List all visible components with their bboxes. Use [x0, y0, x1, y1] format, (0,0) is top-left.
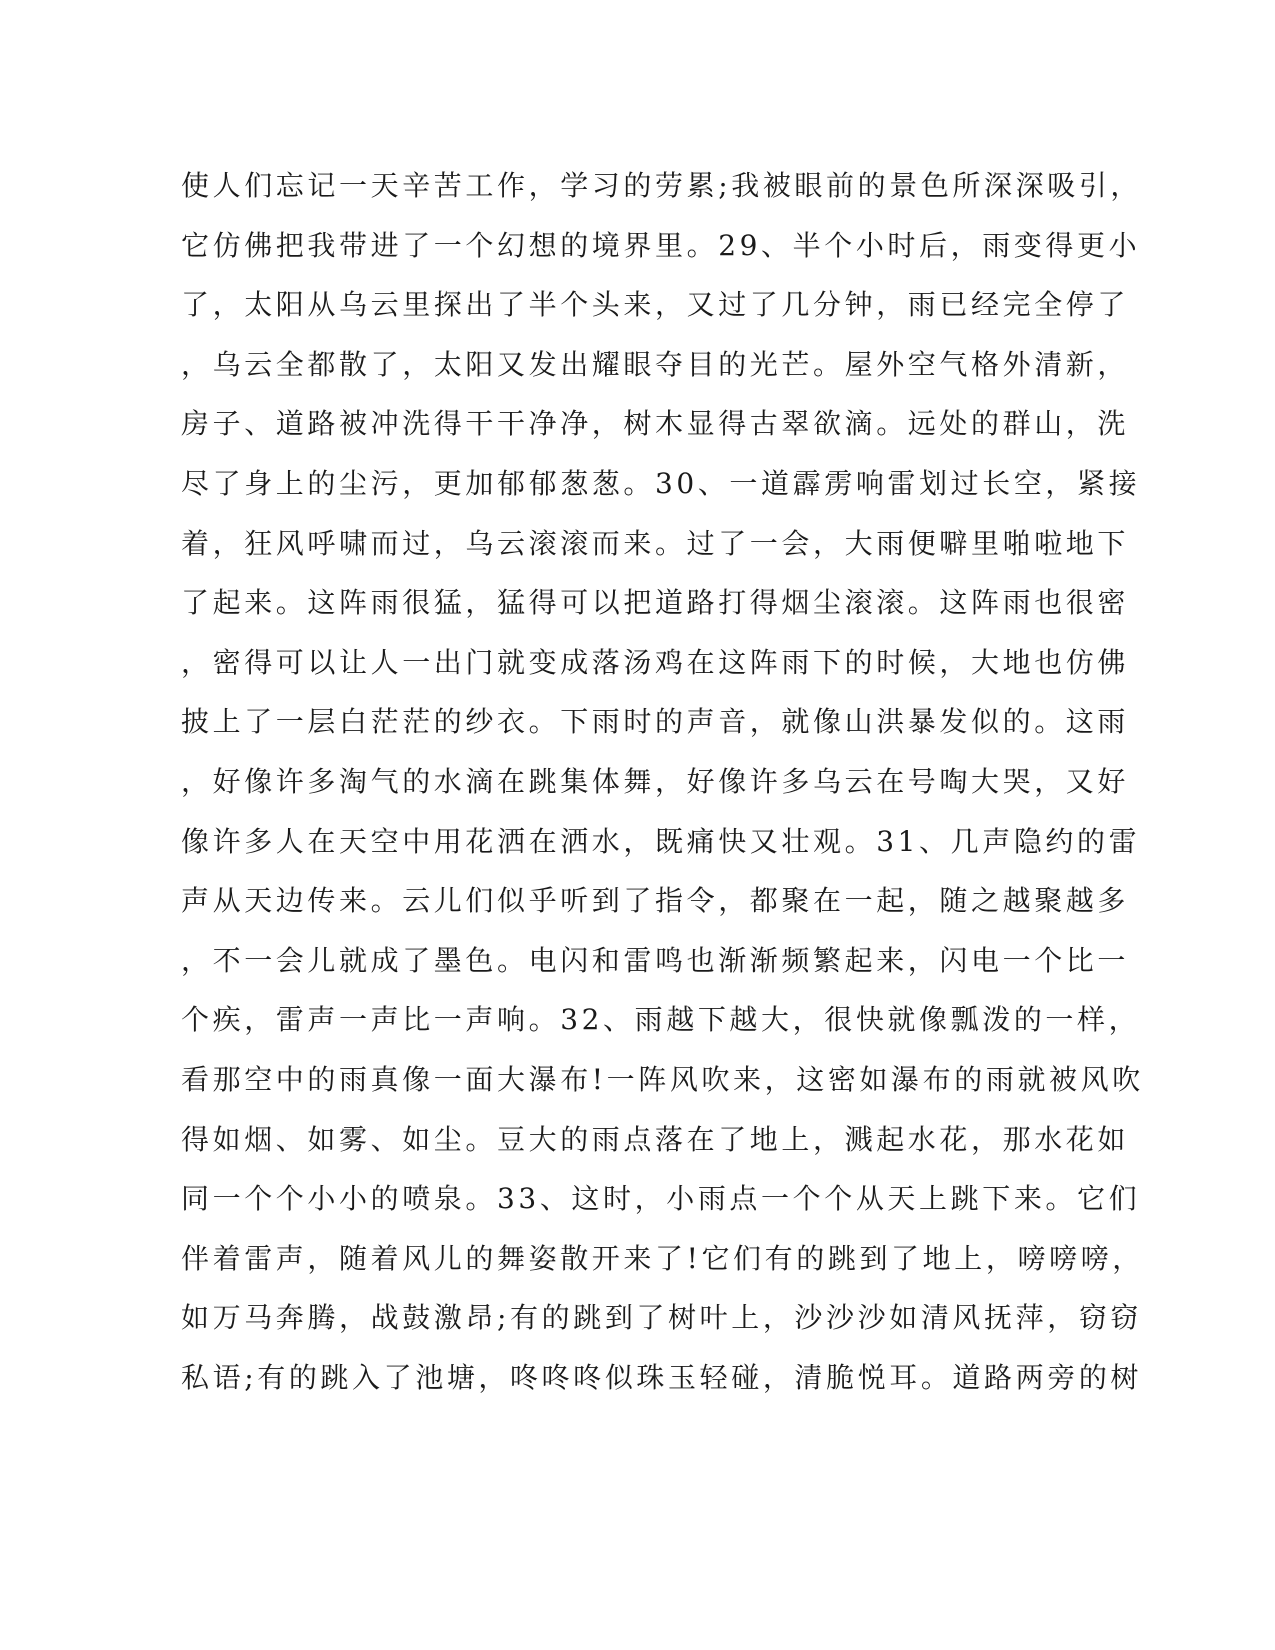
body-text — [181, 156, 1144, 1407]
text-line: 使人们忘记一天辛苦工作，学习的劳累;我被眼前的景色所深深吸引， — [181, 169, 1143, 202]
text-line: ，乌云全都散了，太阳又发出耀眼夺目的光芒。屋外空气格外清新， — [181, 347, 1130, 381]
text-line: 房子、道路被冲洗得干干净净，树木显得古翠欲滴。远处的群山，洗 — [181, 407, 1130, 441]
text-line: 伴着雷声，随着风儿的舞姿散开来了!它们有的跳到了地上，嗙嗙嗙， — [181, 1241, 1144, 1275]
text-line: ，不一会儿就成了墨色。电闪和雷鸣也渐渐频繁起来，闪电一个比一 — [181, 943, 1130, 977]
text-line: 如万马奔腾，战鼓激昂;有的跳到了树叶上，沙沙沙如清风抚萍，窃窃 — [181, 1301, 1143, 1335]
text-line: 着，狂风呼啸而过，乌云滚滚而来。过了一会，大雨便噼里啪啦地下 — [181, 526, 1130, 560]
text-line: 了起来。这阵雨很猛，猛得可以把道路打得烟尘滚滚。这阵雨也很密 — [181, 586, 1130, 620]
text-line: 得如烟、如雾、如尘。豆大的雨点落在了地上，溅起水花，那水花如 — [181, 1122, 1130, 1156]
text-line: 同一个个小小的喷泉。33、这时，小雨点一个个从天上跳下来。它们 — [181, 1182, 1141, 1216]
text-line: 私语;有的跳入了池塘，咚咚咚似珠玉轻碰，清脆悦耳。道路两旁的树 — [181, 1360, 1143, 1394]
text-line: 声从天边传来。云儿们似乎听到了指令，都聚在一起，随之越聚越多 — [181, 884, 1130, 918]
text-line: ，密得可以让人一出门就变成落汤鸡在这阵雨下的时候，大地也仿佛 — [181, 645, 1130, 679]
text-line: 看那空中的雨真像一面大瀑布!一阵风吹来，这密如瀑布的雨就被风吹 — [181, 1062, 1144, 1096]
text-line: 披上了一层白茫茫的纱衣。下雨时的声音，就像山洪暴发似的。这雨 — [181, 705, 1130, 739]
text-line: 尽了身上的尘污，更加郁郁葱葱。30、一道霹雳响雷划过长空，紧接 — [181, 466, 1141, 500]
text-line: 个疾，雷声一声比一声响。32、雨越下越大，很快就像瓢泼的一样， — [181, 1003, 1141, 1037]
text-line: 像许多人在天空中用花洒在洒水，既痛快又壮观。31、几声隐约的雷 — [181, 824, 1141, 858]
text-line: ，好像许多淘气的水滴在跳集体舞，好像许多乌云在号啕大哭，又好 — [181, 764, 1130, 798]
text-line: 它仿佛把我带进了一个幻想的境界里。29、半个小时后，雨变得更小 — [181, 228, 1141, 262]
text-line: 了，太阳从乌云里探出了半个头来，又过了几分钟，雨已经完全停了 — [181, 288, 1130, 322]
